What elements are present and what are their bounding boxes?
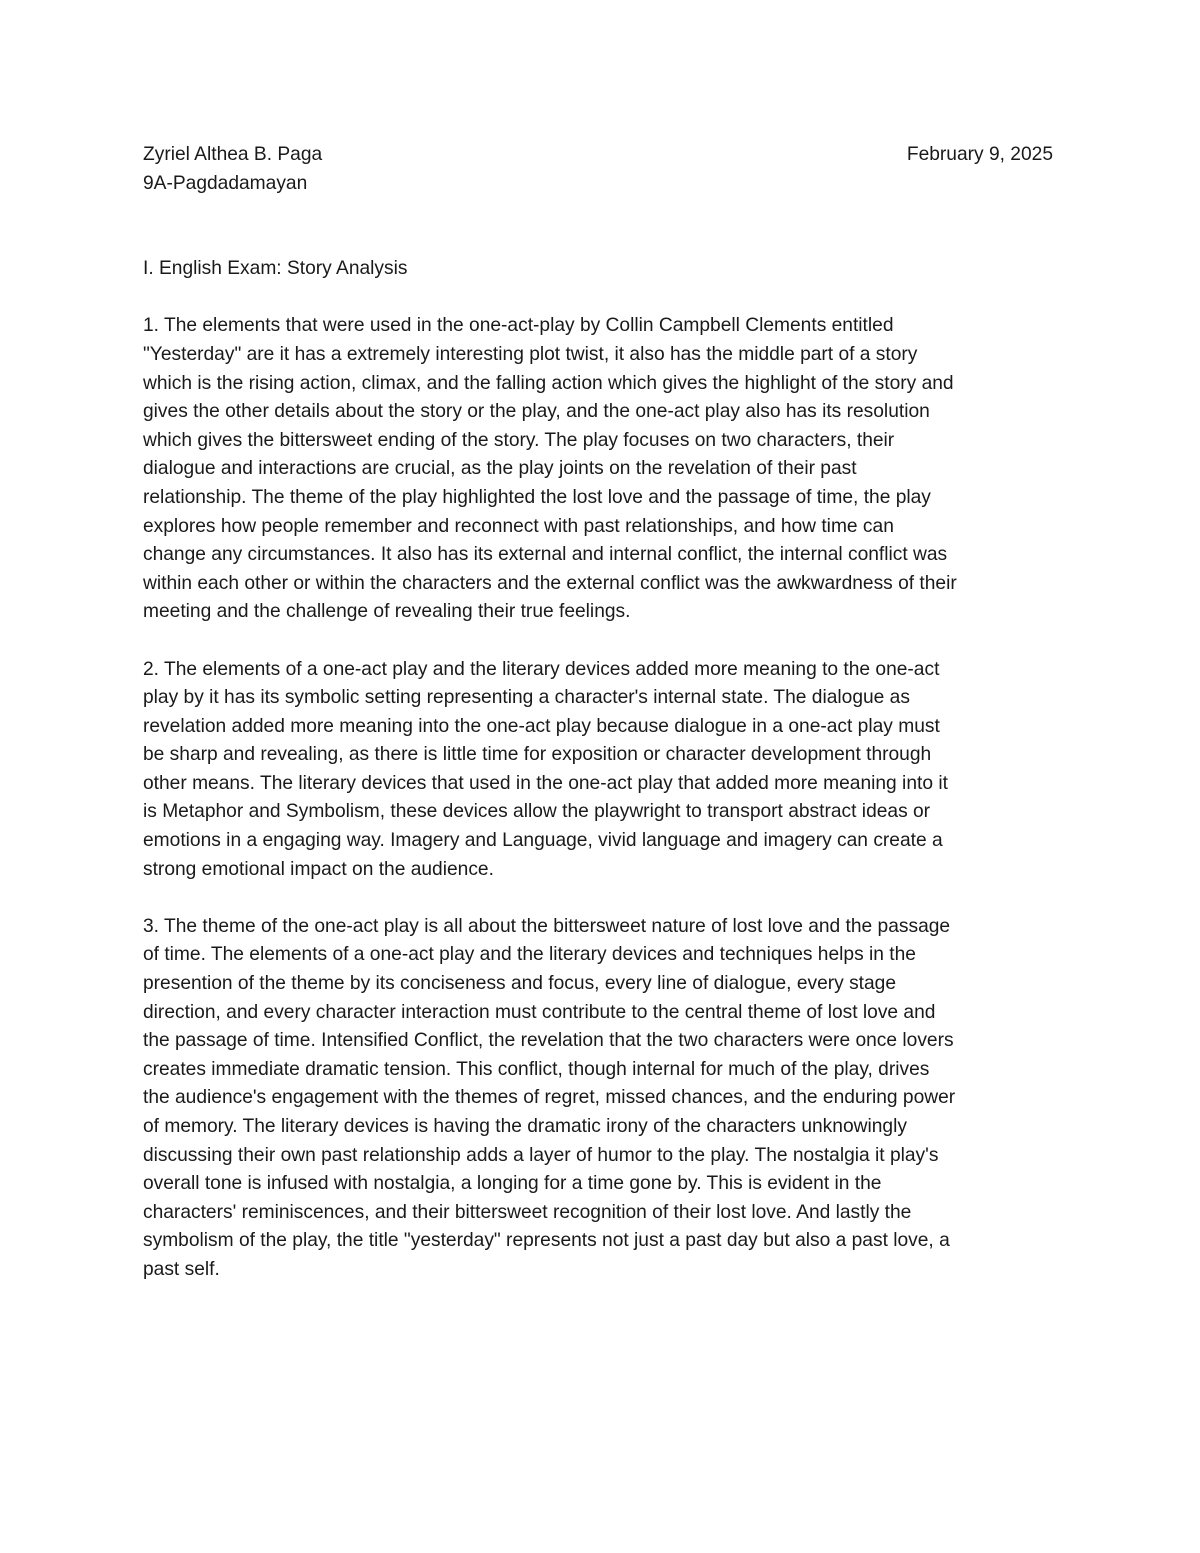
answer-line: "Yesterday" are it has a extremely interesting plot twist, it also has the middle part of a story bbox=[143, 343, 918, 365]
answer-line: meeting and the challenge of revealing their true feelings. bbox=[143, 601, 631, 623]
spacer bbox=[143, 198, 1058, 255]
answer-line: which is the rising action, climax, and the falling action which gives the highlight of the story and bbox=[143, 372, 954, 394]
answer-line: relationship. The theme of the play highlighted the lost love and the passage of time, the play bbox=[143, 486, 931, 508]
answer-line: 2. The elements of a one-act play and the literary devices added more meaning to the one-act bbox=[143, 658, 940, 680]
spacer bbox=[143, 884, 1058, 913]
answer-line: change any circumstances. It also has its external and internal conflict, the internal conflict was bbox=[143, 544, 948, 566]
answer-line: 1. The elements that were used in the one-act-play by Collin Campbell Clements entitled bbox=[143, 315, 894, 337]
answer-2 bbox=[143, 656, 1063, 885]
answer-line: other means. The literary devices that used in the one-act play that added more meaning into it bbox=[143, 772, 948, 794]
answer-line: of time. The elements of a one-act play and the literary devices and techniques helps in the bbox=[143, 944, 916, 966]
answer-line: explores how people remember and reconnect with past relationships, and how time can bbox=[143, 515, 894, 537]
answer-line: overall tone is infused with nostalgia, a longing for a time gone by. This is evident in the bbox=[143, 1173, 882, 1195]
answer-line: the passage of time. Intensified Conflict, the revelation that the two characters were once lovers bbox=[143, 1030, 954, 1052]
answer-line: creates immediate dramatic tension. This conflict, though internal for much of the play, drives bbox=[143, 1058, 930, 1080]
exam-title: I. English Exam: Story Analysis bbox=[143, 258, 408, 280]
answer-line: the audience's engagement with the themes of regret, missed chances, and the enduring power bbox=[143, 1087, 956, 1109]
student-section: 9A-Pagdadamayan bbox=[143, 172, 308, 194]
answer-line: characters' reminiscences, and their bittersweet recognition of their lost love. And lastly the bbox=[143, 1201, 912, 1223]
answer-line: emotions in a engaging way. Imagery and Language, vivid language and imagery can create a bbox=[143, 830, 943, 852]
answer-line: gives the other details about the story or the play, and the one-act play also has its resolution bbox=[143, 401, 930, 423]
answer-line: strong emotional impact on the audience. bbox=[143, 858, 494, 880]
spacer bbox=[143, 284, 1058, 313]
answer-line: which gives the bittersweet ending of the story. The play focuses on two characters, their bbox=[143, 429, 895, 451]
answer-line: direction, and every character interaction must contribute to the central theme of lost love and bbox=[143, 1001, 936, 1023]
header-row bbox=[143, 141, 1053, 170]
answer-line: past self. bbox=[143, 1258, 220, 1280]
spacer bbox=[143, 627, 1058, 656]
answer-1 bbox=[143, 312, 1063, 627]
answer-line: presention of the theme by its conciseness and focus, every line of dialogue, every stage bbox=[143, 973, 897, 995]
answer-line: play by it has its symbolic setting representing a character's internal state. The dialogue as bbox=[143, 687, 910, 709]
document-body bbox=[143, 141, 1058, 1285]
answer-line: dialogue and interactions are crucial, as the play joints on the revelation of their past bbox=[143, 458, 857, 480]
answer-line: is Metaphor and Symbolism, these devices allow the playwright to transport abstract ideas or bbox=[143, 801, 931, 823]
document-date: February 9, 2025 bbox=[906, 144, 1053, 165]
answer-3 bbox=[143, 913, 1063, 1285]
student-name: Zyriel Althea B. Paga bbox=[143, 144, 323, 165]
answer-line: symbolism of the play, the title "yesterday" represents not just a past day but also a past love, a bbox=[143, 1230, 950, 1252]
answer-line: discussing their own past relationship adds a layer of humor to the play. The nostalgia it play's bbox=[143, 1144, 939, 1166]
answer-line: revelation added more meaning into the one-act play because dialogue in a one-act play must bbox=[143, 715, 940, 737]
answer-line: 3. The theme of the one-act play is all about the bittersweet nature of lost love and the passage bbox=[143, 915, 951, 937]
answer-line: be sharp and revealing, as there is little time for exposition or character development through bbox=[143, 744, 932, 766]
answer-line: within each other or within the characters and the external conflict was the awkwardness of their bbox=[143, 572, 957, 594]
answer-line: of memory. The literary devices is having the dramatic irony of the characters unknowingly bbox=[143, 1116, 907, 1137]
